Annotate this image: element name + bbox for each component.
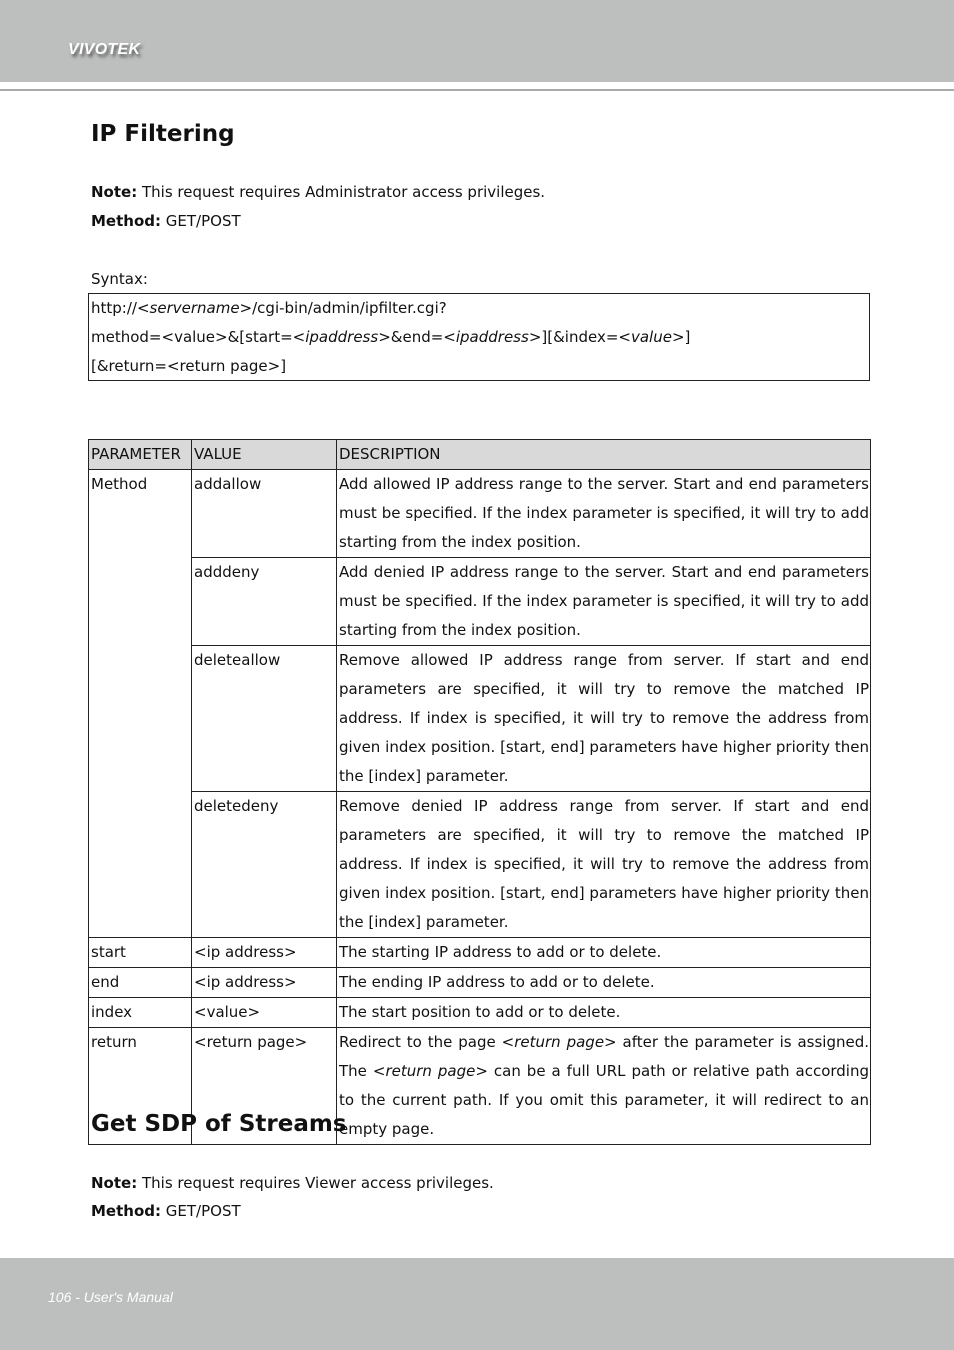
method-text: GET/POST [165,212,241,230]
syntax-text: ] [684,328,691,346]
syntax-placeholder: <value> [618,328,685,346]
method-text: GET/POST [165,1202,241,1220]
syntax-text: ][&index= [541,328,619,346]
desc-text: after the parameter is assigned. The [339,1033,870,1080]
param-cell: Method [89,470,192,938]
header-parameter: PARAMETER [89,440,192,470]
note-label: Note: [91,183,138,201]
note-line [91,1173,494,1193]
param-cell: start [89,938,192,968]
value-cell: deletedeny [192,792,337,938]
table-row [89,470,871,558]
desc-placeholder: <return page> [372,1062,488,1080]
method-label: Method: [91,1202,161,1220]
syntax-text: http:// [91,299,137,317]
syntax-line-2 [91,327,690,347]
header-divider [0,89,954,91]
value-cell: <return page> [192,1028,337,1145]
value-cell: <ip address> [192,968,337,998]
description-cell: The ending IP address to add or to delete. [337,968,871,998]
param-cell: return [89,1028,192,1145]
desc-text: Redirect to the page [339,1033,502,1051]
value-cell: <value> [192,998,337,1028]
syntax-text: method=<value>&[start= [91,328,293,346]
syntax-line-3: [&return=<return page>] [91,357,287,375]
description-cell: Remove allowed IP address range from server. If start and end parameters are specified, it will try to remove the matched IP address. If index is specified, it will try to remove the address from given index position. [start, end] parameters have higher priority then the [index] parameter. [337,646,871,792]
description-cell: Remove denied IP address range from server. If start and end parameters are specified, it will try to remove the matched IP address. If index is specified, it will try to remove the address from given index position. [start, end] parameters have higher priority then the [index] parameter. [337,792,871,938]
description-cell [337,1028,871,1145]
value-cell: adddeny [192,558,337,646]
param-cell: end [89,968,192,998]
note-text: This request requires Viewer access privileges. [141,1174,494,1192]
note-text: This request requires Administrator access privileges. [141,183,546,201]
table-row [89,558,871,646]
section-title-get-sdp: Get SDP of Streams [91,1111,347,1137]
syntax-placeholder: <servername> [136,299,253,317]
table-row [89,968,871,998]
description-cell: The starting IP address to add or to delete. [337,938,871,968]
parameter-table [88,439,871,1145]
syntax-line-1 [91,298,447,318]
syntax-text: /cgi-bin/admin/ipfilter.cgi? [252,299,447,317]
table-header-row [89,440,871,470]
vivotek-logo: VIVOTEK [68,41,141,58]
method-line [91,211,241,231]
desc-text: can be a full URL path or relative path according to the current path. If you omit this parameter, it will redirect to an empty page. [339,1062,869,1138]
method-label: Method: [91,212,161,230]
page-header [0,0,954,82]
syntax-placeholder: <ipaddress> [292,328,391,346]
header-description: DESCRIPTION [337,440,871,470]
page-footer [0,1258,954,1350]
description-cell: The start position to add or to delete. [337,998,871,1028]
value-cell: <ip address> [192,938,337,968]
note-line [91,182,545,202]
value-cell: deleteallow [192,646,337,792]
syntax-placeholder: <ipaddress> [443,328,542,346]
section-title-ip-filtering: IP Filtering [91,121,235,147]
description-cell: Add denied IP address range to the server. Start and end parameters must be specified. If the index parameter is specified, it will try to add starting from the index position. [337,558,871,646]
desc-placeholder: <return page> [501,1033,617,1051]
page-number: 106 - User's Manual [48,1289,173,1305]
table-row [89,938,871,968]
param-cell: index [89,998,192,1028]
syntax-label: Syntax: [91,270,148,288]
table-row [89,998,871,1028]
syntax-text: &end= [390,328,444,346]
note-label: Note: [91,1174,138,1192]
table-row [89,646,871,792]
method-line [91,1201,241,1221]
header-value: VALUE [192,440,337,470]
table-row [89,792,871,938]
syntax-box [88,293,870,381]
value-cell: addallow [192,470,337,558]
description-cell: Add allowed IP address range to the server. Start and end parameters must be specified. If the index parameter is specified, it will try to add starting from the index position. [337,470,871,558]
